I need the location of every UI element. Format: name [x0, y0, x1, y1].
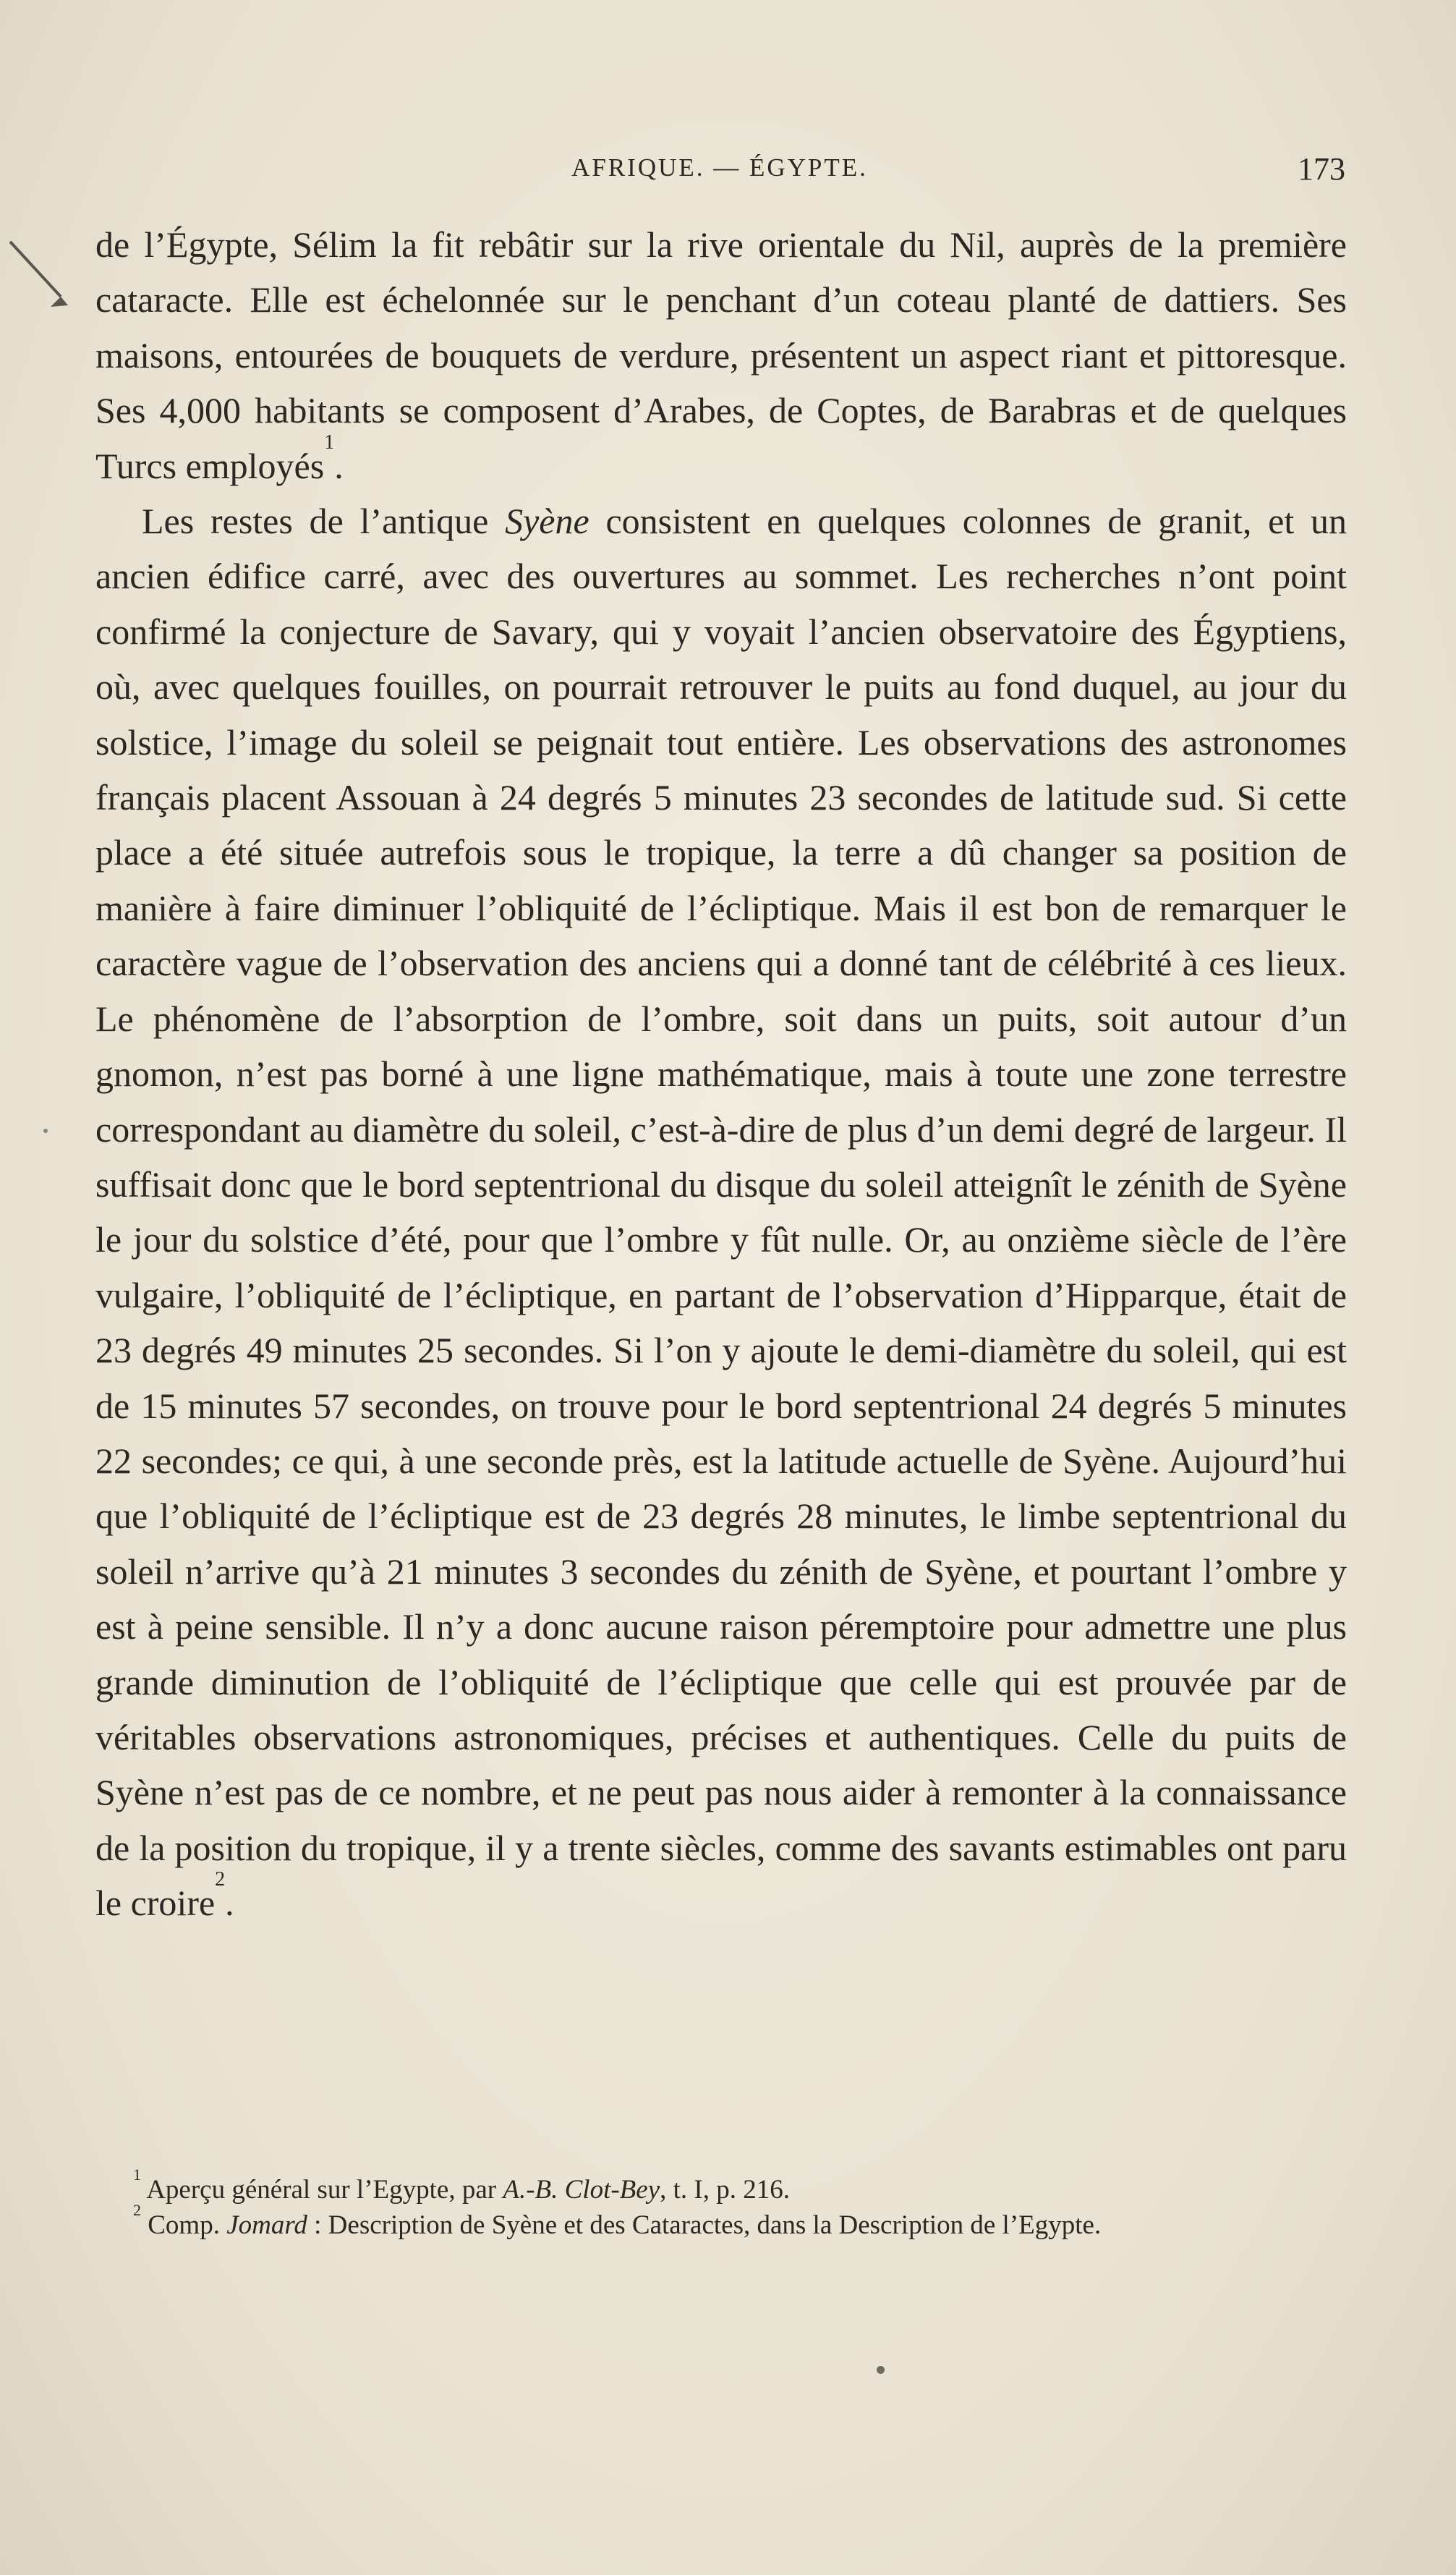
- footnote-marker: 1: [324, 430, 335, 454]
- footnotes: [95, 2165, 1347, 2243]
- text-run: Aperçu général sur l’Egypte, par: [141, 2175, 503, 2205]
- text-run: Comp.: [141, 2210, 227, 2240]
- margin-bracket-mark: [0, 230, 80, 317]
- page-header: [94, 153, 1345, 197]
- page-number: 173: [1298, 151, 1345, 187]
- running-title: AFRIQUE. — ÉGYPTE.: [571, 153, 868, 182]
- text-run: , t. I, p. 216.: [660, 2175, 790, 2205]
- text-run: .: [334, 445, 344, 486]
- text-run: .: [225, 1883, 234, 1924]
- footnote: [95, 2201, 1347, 2243]
- italic-text: Syène: [505, 501, 589, 542]
- text-run: de l’Égypte, Sélim la fit rebâtir sur la rive orientale du Nil, auprès de la première cataracte. Elle est échelonnée sur le penchant d’un coteau planté de dattiers. Ses maisons, entourées de bouquets de verdure, présentent un aspect riant et pittoresque. Ses 4,000 habitants se composent d’Arabes, de Coptes, de Barabras et de quelques Turcs employés: [95, 224, 1347, 486]
- italic-text: A.-B. Clot-Bey: [503, 2175, 660, 2205]
- body-text: [95, 217, 1347, 1931]
- footnote-marker: 2: [133, 2201, 141, 2219]
- italic-text: Jomard: [226, 2210, 307, 2240]
- footnote: [95, 2165, 1347, 2207]
- margin-speck: [43, 1129, 48, 1133]
- paragraph: [95, 493, 1347, 1931]
- text-run: consistent en quelques colonnes de granit, et un ancien édifice carré, avec des ouvertures au sommet. Les recherches n’ont point confirmé la conjecture de Savary, qui y voyait l’ancien observatoire des Égyptiens, où, avec quelques fouilles, on pourrait retrouver le puits au fond duquel, au jour du solstice, l’image du soleil se peignait tout entière. Les observations des astronomes français placent Assouan à 24 degrés 5 minutes 23 secondes de latitude sud. Si cette place a été située autrefois sous le tropique, la terre a dû changer sa position de manière à faire diminuer l’obliquité de l’écliptique. Mais il est bon de remarquer le caractère vague de l’observation des anciens qui a donné tant de célébrité à ces lieux. Le phénomène de l’absorption de l’ombre, soit dans un puits, soit autour d’un gnomon, n’est pas borné à une ligne mathématique, mais à toute une zone terrestre correspondant au diamètre du soleil, c’est-à-dire de plus d’un demi degré de largeur. Il suffisait donc que le bord septentrional du disque du soleil atteignît le zénith de Syène le jour du solstice d’été, pour que l’ombre y fût nulle. Or, au onzième siècle de l’ère vulgaire, l’obliquité de l’écliptique, en partant de l’observation d’Hipparque, était de 23 degrés 49 minutes 25 secondes. Si l’on y ajoute le demi-diamètre du soleil, qui est de 15 minutes 57 secondes, on trouve pour le bord septentrional 24 degrés 5 minutes 22 secondes; ce qui, à une seconde près, est la latitude actuelle de Syène. Aujourd’hui que l’obliquité de l’écliptique est de 23 degrés 28 minutes, le limbe septentrional du soleil n’arrive qu’à 21 minutes 3 secondes du zénith de Syène, et pourtant l’ombre y est à peine sensible. Il n’y a donc aucune raison péremptoire pour admettre une plus grande diminution de l’obliquité de l’écliptique que celle qui est prouvée par de véritables observations astronomiques, précises et authentiques. Celle du puits de Syène n’est pas de ce nombre, et ne peut pas nous aider à remonter à la connaissance de la position du tropique, il y a trente siècles, comme des savants estimables ont paru le croire: [95, 501, 1348, 1924]
- paragraph: [95, 217, 1347, 493]
- text-run: : Description de Syène et des Cataractes, dans la Description de l’Egypte.: [307, 2210, 1102, 2240]
- footnote-marker: 2: [215, 1868, 226, 1891]
- text-run: Les restes de l’antique: [142, 501, 506, 542]
- footnote-marker: 1: [133, 2165, 141, 2184]
- page-speck: [877, 2366, 885, 2374]
